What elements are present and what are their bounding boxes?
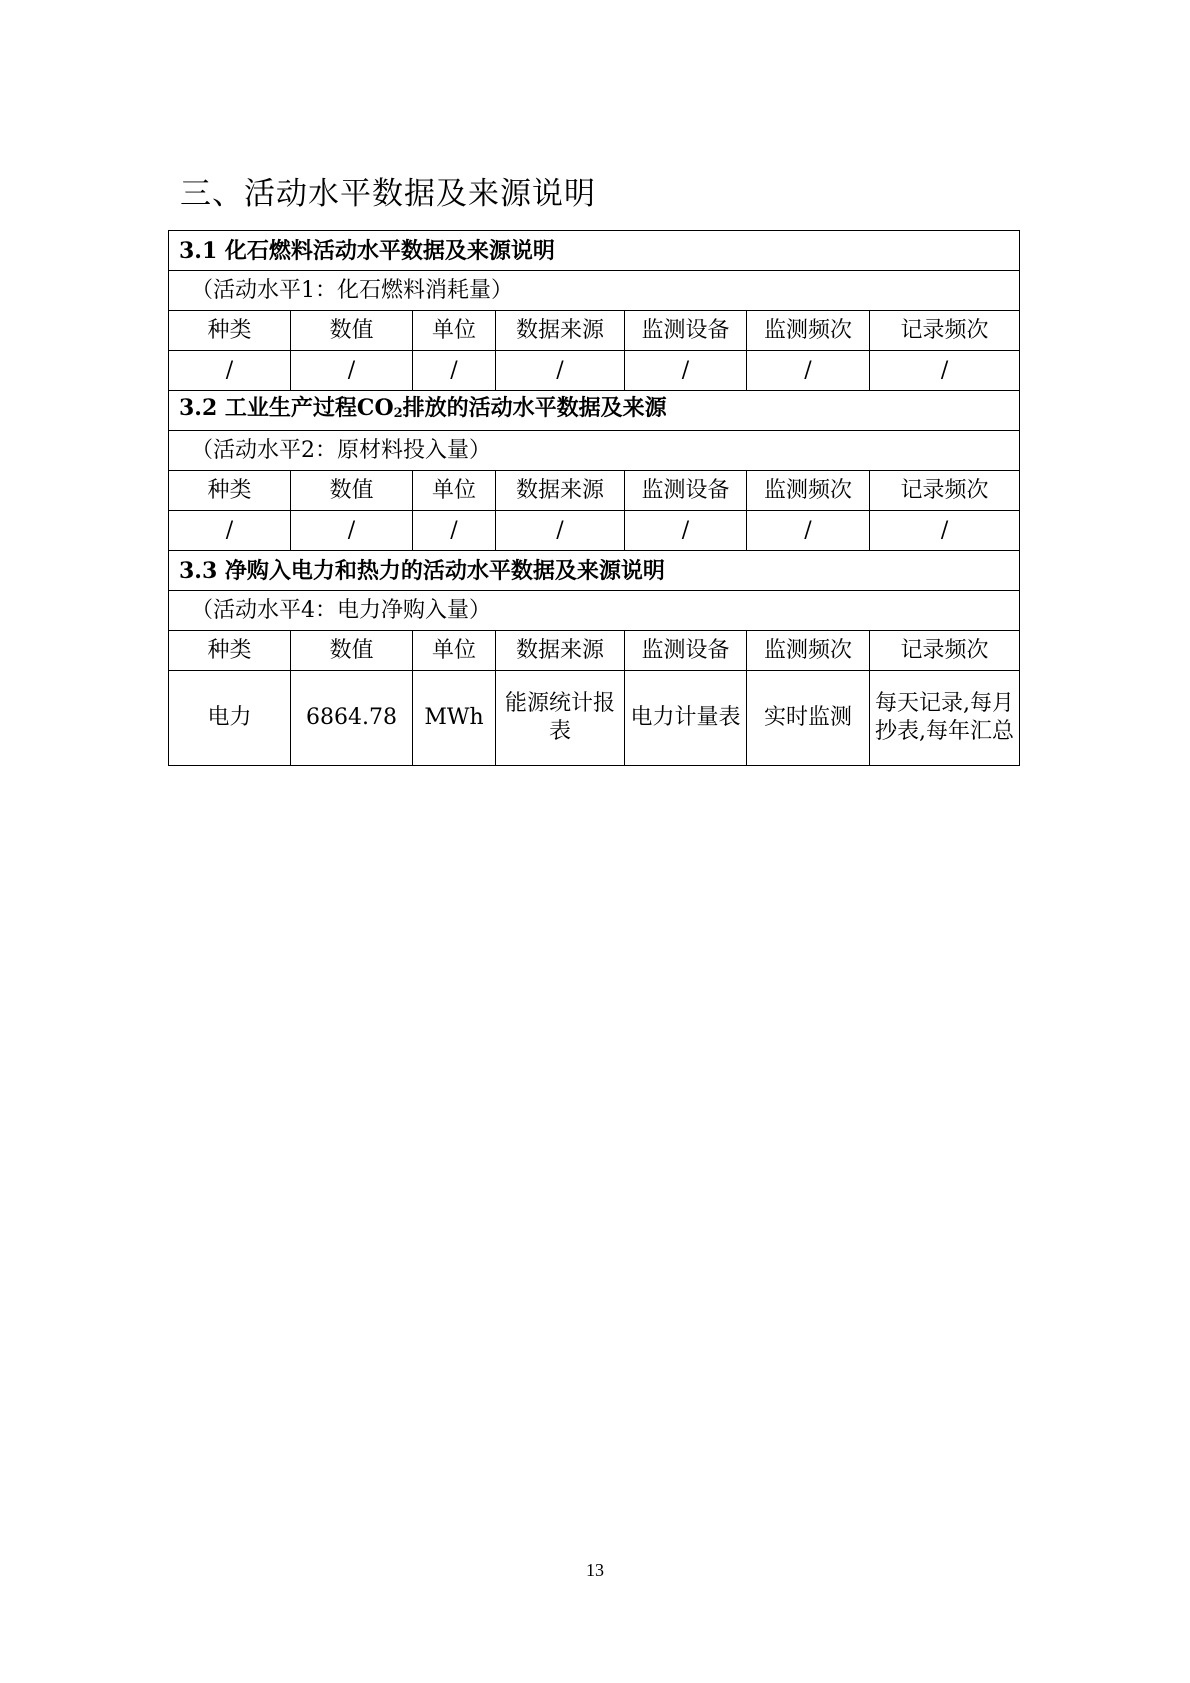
table-cell: / — [413, 511, 496, 551]
section-heading-row — [169, 391, 1020, 431]
section-heading-text: 3.2 工业生产过程CO — [179, 394, 394, 421]
column-header: 单位 — [413, 471, 496, 511]
column-header: 监测频次 — [747, 311, 870, 351]
column-header: 监测频次 — [747, 471, 870, 511]
column-header: 记录频次 — [870, 311, 1020, 351]
table-cell: MWh — [413, 671, 496, 766]
table-cell: / — [291, 511, 413, 551]
table-cell: / — [747, 511, 870, 551]
table-cell: / — [870, 351, 1020, 391]
table-cell: / — [870, 511, 1020, 551]
column-header: 数据来源 — [496, 311, 625, 351]
column-header: 单位 — [413, 631, 496, 671]
section-heading-text: 排放的活动水平数据及来源 — [402, 394, 667, 421]
table-cell: / — [496, 511, 625, 551]
table-cell: 电力 — [169, 671, 291, 766]
table-cell: 电力计量表 — [625, 671, 747, 766]
column-header: 监测设备 — [625, 311, 747, 351]
section-subheading: （活动水平4：电力净购入量） — [169, 591, 1020, 631]
table-cell: / — [413, 351, 496, 391]
section-subheading-row — [169, 431, 1020, 471]
subscript-text: 2 — [393, 405, 403, 421]
column-header: 监测设备 — [625, 471, 747, 511]
section-heading: 3.1 化石燃料活动水平数据及来源说明 — [169, 231, 1020, 271]
column-header: 监测频次 — [747, 631, 870, 671]
section-heading-row — [169, 551, 1020, 591]
column-header: 数据来源 — [496, 471, 625, 511]
section-heading-row — [169, 231, 1020, 271]
table-cell: / — [169, 351, 291, 391]
column-header: 种类 — [169, 471, 291, 511]
table-row — [169, 671, 1020, 766]
page-title: 三、活动水平数据及来源说明 — [180, 176, 596, 212]
section-subheading-row — [169, 591, 1020, 631]
section-subheading: （活动水平1：化石燃料消耗量） — [169, 271, 1020, 311]
column-header: 种类 — [169, 631, 291, 671]
table-row — [169, 511, 1020, 551]
table-cell: / — [747, 351, 870, 391]
column-header: 数据来源 — [496, 631, 625, 671]
section-subheading-row — [169, 271, 1020, 311]
column-header: 记录频次 — [870, 631, 1020, 671]
header-row — [169, 471, 1020, 511]
column-header: 数值 — [291, 311, 413, 351]
table-cell: / — [625, 351, 747, 391]
page-number: 13 — [586, 1560, 604, 1580]
header-row — [169, 311, 1020, 351]
table-cell: / — [169, 511, 291, 551]
column-header: 监测设备 — [625, 631, 747, 671]
section-subheading: （活动水平2：原材料投入量） — [169, 431, 1020, 471]
header-row — [169, 631, 1020, 671]
section-heading: 3.3 净购入电力和热力的活动水平数据及来源说明 — [169, 551, 1020, 591]
table-cell: / — [625, 511, 747, 551]
table-cell: 每天记录,每月抄表,每年汇总 — [870, 671, 1020, 766]
column-header: 单位 — [413, 311, 496, 351]
column-header: 数值 — [291, 471, 413, 511]
activity-data-table — [168, 230, 1020, 766]
column-header: 记录频次 — [870, 471, 1020, 511]
table-cell: / — [291, 351, 413, 391]
table-cell: 6864.78 — [291, 671, 413, 766]
table-cell: / — [496, 351, 625, 391]
table-cell: 能源统计报表 — [496, 671, 625, 766]
section-heading — [169, 391, 1020, 431]
column-header: 种类 — [169, 311, 291, 351]
table-row — [169, 351, 1020, 391]
column-header: 数值 — [291, 631, 413, 671]
table-cell: 实时监测 — [747, 671, 870, 766]
